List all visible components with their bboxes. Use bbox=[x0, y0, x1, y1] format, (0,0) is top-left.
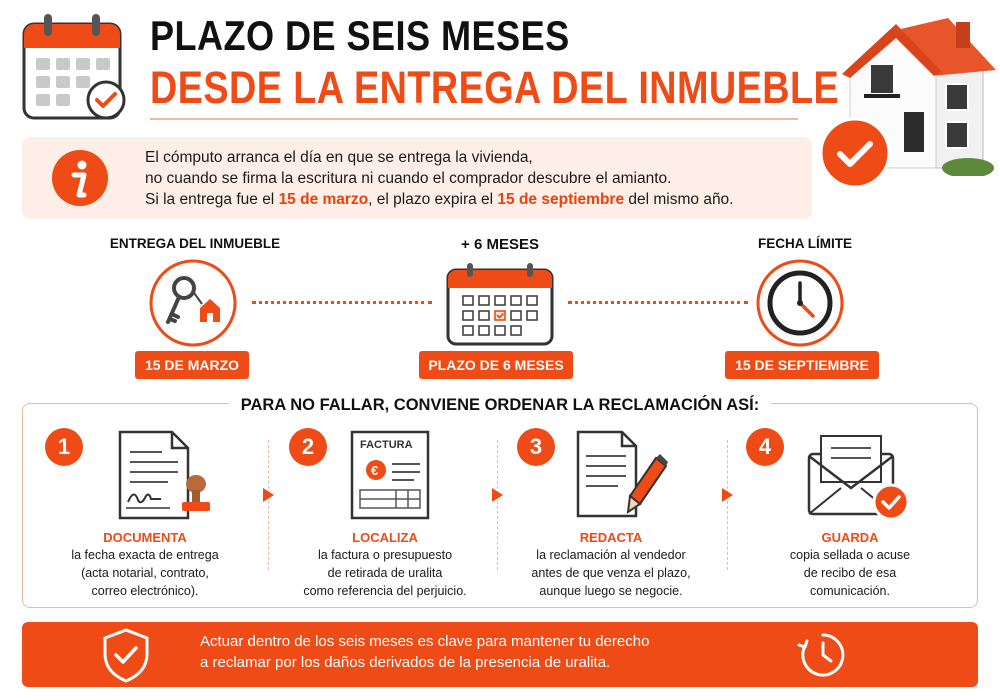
timeline-start-label: ENTREGA DEL INMUEBLE bbox=[109, 236, 281, 251]
envelope-check-icon bbox=[805, 432, 915, 522]
timeline-start-pill: 15 DE MARZO bbox=[135, 351, 249, 379]
title-divider bbox=[150, 118, 798, 120]
page-title: PLAZO DE SEIS MESES bbox=[150, 12, 570, 59]
end-date-highlight: 15 de septiembre bbox=[497, 191, 625, 208]
timeline-connector-right bbox=[568, 301, 748, 304]
clock-icon bbox=[755, 258, 845, 348]
steps-heading: PARA NO FALLAR, CONVIENE ORDENAR LA RECLAMACIÓN ASÍ: bbox=[0, 396, 1000, 415]
step-arrow-3 bbox=[722, 488, 733, 502]
svg-text:€: € bbox=[371, 463, 379, 478]
header-calendar-icon bbox=[20, 12, 130, 122]
invoice-icon bbox=[348, 430, 432, 520]
info-line-2: no cuando se firma la escritura ni cuando el comprador descubre el amianto. bbox=[145, 170, 672, 187]
step-number-1: 1 bbox=[45, 428, 83, 466]
timeline-end-label: FECHA LÍMITE bbox=[758, 236, 852, 251]
info-line-1: El cómputo arranca el día en que se entrega la vivienda, bbox=[145, 149, 533, 166]
step-divider-2 bbox=[497, 440, 498, 570]
document-signature-icon bbox=[112, 430, 212, 520]
timeline-end-pill: 15 DE SEPTIEMBRE bbox=[725, 351, 879, 379]
pen-document-icon bbox=[570, 428, 670, 520]
step-desc-4: copia sellada o acuse de recibo de esa comunicación. bbox=[789, 548, 911, 598]
page-subtitle: DESDE LA ENTREGA DEL INMUEBLE bbox=[150, 62, 840, 113]
check-badge-icon bbox=[818, 116, 892, 190]
calendar-icon bbox=[445, 262, 555, 347]
start-date-highlight: 15 de marzo bbox=[278, 191, 369, 208]
info-line-3: Si la entrega fue el 15 de marzo, el plazo expira el 15 de septiembre del mismo año. bbox=[145, 191, 734, 208]
step-title-1: DOCUMENTA bbox=[103, 530, 187, 545]
step-number-3: 3 bbox=[517, 428, 555, 466]
step-desc-1: la fecha exacta de entrega (acta notarial, contrato, correo electrónico). bbox=[71, 548, 219, 598]
step-title-3: REDACTA bbox=[579, 530, 643, 545]
step-arrow-1 bbox=[263, 488, 274, 502]
info-text bbox=[145, 147, 805, 210]
timeline-connector-left bbox=[252, 301, 432, 304]
info-icon bbox=[50, 148, 110, 208]
invoice-label: FACTURA bbox=[360, 439, 413, 451]
step-number-2: 2 bbox=[289, 428, 327, 466]
step-divider-3 bbox=[727, 440, 728, 570]
step-title-2: LOCALIZA bbox=[352, 530, 418, 545]
timeline-middle-pill: PLAZO DE 6 MESES bbox=[419, 351, 573, 379]
step-divider-1 bbox=[268, 440, 269, 570]
timeline-middle-label: + 6 MESES bbox=[461, 236, 539, 253]
step-arrow-2 bbox=[492, 488, 503, 502]
shield-check-icon bbox=[100, 627, 152, 683]
step-number-4: 4 bbox=[746, 428, 784, 466]
timer-icon bbox=[795, 627, 851, 683]
step-desc-3: la reclamación al vendedor antes de que venza el plazo, aunque luego se negocie. bbox=[531, 548, 691, 598]
step-desc-2: la factura o presupuesto de retirada de uralita como referencia del perjuicio. bbox=[303, 548, 467, 598]
key-house-icon bbox=[148, 258, 238, 348]
banner-text: Actuar dentro de los seis meses es clave para mantener tu derecho a reclamar por los daños derivados de la presencia de uralita. bbox=[200, 633, 650, 671]
step-title-4: GUARDA bbox=[821, 530, 879, 545]
